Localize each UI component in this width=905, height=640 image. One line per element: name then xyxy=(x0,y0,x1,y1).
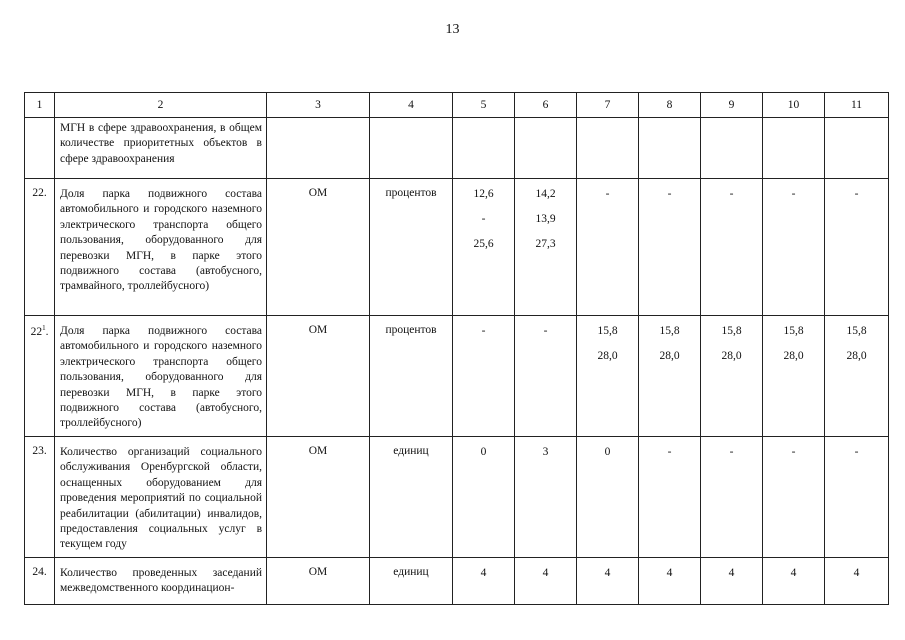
row-number xyxy=(25,118,55,179)
value-cell xyxy=(577,118,639,179)
value-cell xyxy=(825,558,889,605)
value-text: 4 xyxy=(853,567,860,579)
value-cell xyxy=(763,316,825,437)
header-row xyxy=(25,93,889,118)
value-cell xyxy=(453,118,515,179)
row-number-text: 24. xyxy=(32,566,47,578)
value-cell xyxy=(515,437,577,558)
table-row xyxy=(25,316,889,437)
value-text: - xyxy=(605,188,610,200)
row-number xyxy=(25,558,55,605)
row-number-suffix: . xyxy=(45,325,49,338)
value-cell xyxy=(515,316,577,437)
indicator-name: Количество проведенных заседаний межведомственного координацион- xyxy=(55,558,267,605)
value-cell xyxy=(701,316,763,437)
row-number xyxy=(25,179,55,316)
header-cell: 6 xyxy=(515,93,577,118)
value-text: 14,2 xyxy=(535,188,556,200)
indicator-name: Доля парка подвижного состава автомобильного и городского наземного электрического транспорта общего пользования, оборудованного для перевозки МГН, в парке этого подвижного состава (автобусного, троллейбусного) xyxy=(55,316,267,437)
value-text: - xyxy=(854,188,859,200)
value-text: 28,0 xyxy=(659,350,680,362)
value-cell xyxy=(577,179,639,316)
indicator-name: МГН в сфере здравоохранения, в общем количестве приоритетных объектов в сфере здравоохранения xyxy=(55,118,267,179)
value-text: 3 xyxy=(542,446,549,458)
row-number xyxy=(25,437,55,558)
table-row xyxy=(25,179,889,316)
value-cell xyxy=(701,118,763,179)
value-cell xyxy=(453,179,515,316)
value-text: 15,8 xyxy=(783,325,804,337)
value-cell xyxy=(639,179,701,316)
value-text: - xyxy=(543,325,548,337)
header-cell: 5 xyxy=(453,93,515,118)
value-text: 4 xyxy=(542,567,549,579)
value-cell xyxy=(515,179,577,316)
unit-of-measure xyxy=(370,118,453,179)
value-text: - xyxy=(791,188,796,200)
value-text: - xyxy=(729,188,734,200)
value-cell xyxy=(825,437,889,558)
value-text: - xyxy=(667,446,672,458)
table-row xyxy=(25,437,889,558)
table-row xyxy=(25,118,889,179)
value-text: 28,0 xyxy=(597,350,618,362)
value-cell xyxy=(763,118,825,179)
value-cell xyxy=(825,316,889,437)
value-text: 4 xyxy=(728,567,735,579)
row-number-text: 23. xyxy=(32,445,47,457)
value-text: 4 xyxy=(790,567,797,579)
value-cell xyxy=(453,437,515,558)
indicator-name: Доля парка подвижного состава автомобильного и городского наземного электрического транспорта общего пользования, оборудованного для перевозки МГН, в парке этого подвижного состава (автобусного, трамвайного, троллейбусного) xyxy=(55,179,267,316)
value-text: 28,0 xyxy=(721,350,742,362)
unit-of-measure: единиц xyxy=(370,437,453,558)
value-cell xyxy=(763,558,825,605)
value-cell xyxy=(639,118,701,179)
value-text: 15,8 xyxy=(659,325,680,337)
value-text: 28,0 xyxy=(846,350,867,362)
value-text: 27,3 xyxy=(535,238,556,250)
value-text: - xyxy=(481,213,486,225)
value-text: - xyxy=(854,446,859,458)
value-text: 4 xyxy=(480,567,487,579)
value-cell xyxy=(577,437,639,558)
header-cell: 4 xyxy=(370,93,453,118)
header-cell: 3 xyxy=(267,93,370,118)
value-cell xyxy=(453,316,515,437)
value-text: - xyxy=(667,188,672,200)
value-cell xyxy=(825,179,889,316)
value-text: - xyxy=(791,446,796,458)
value-cell xyxy=(453,558,515,605)
value-text: 15,8 xyxy=(846,325,867,337)
value-cell xyxy=(515,558,577,605)
value-cell xyxy=(763,179,825,316)
indicator-type: ОМ xyxy=(267,179,370,316)
page-number: 13 xyxy=(445,22,460,37)
value-cell xyxy=(515,118,577,179)
value-cell xyxy=(577,316,639,437)
value-text: 0 xyxy=(480,446,487,458)
value-text: 15,8 xyxy=(721,325,742,337)
value-text: 25,6 xyxy=(473,238,494,250)
header-cell: 10 xyxy=(763,93,825,118)
unit-of-measure: единиц xyxy=(370,558,453,605)
indicator-name: Количество организаций социального обслуживания Оренбургской области, оснащенных оборудованием для проведения мероприятий по социальной реабилитации (абилитации) инвалидов, предоставления социальных услуг в текущем году xyxy=(55,437,267,558)
value-text: 15,8 xyxy=(597,325,618,337)
unit-of-measure: процентов xyxy=(370,179,453,316)
value-text: 4 xyxy=(604,567,611,579)
row-number-text: 22 xyxy=(30,325,43,338)
value-text: 28,0 xyxy=(783,350,804,362)
header-cell: 11 xyxy=(825,93,889,118)
row-number-superscript: 1 xyxy=(42,324,46,332)
value-cell xyxy=(639,558,701,605)
header-cell: 7 xyxy=(577,93,639,118)
value-cell xyxy=(701,558,763,605)
indicator-type: ОМ xyxy=(267,316,370,437)
header-cell: 8 xyxy=(639,93,701,118)
value-cell xyxy=(639,316,701,437)
value-text: - xyxy=(481,325,486,337)
value-text: - xyxy=(729,446,734,458)
value-cell xyxy=(701,179,763,316)
header-cell: 2 xyxy=(55,93,267,118)
indicator-type xyxy=(267,118,370,179)
row-number-text: 22. xyxy=(32,187,47,199)
row-number xyxy=(25,316,55,437)
value-cell xyxy=(701,437,763,558)
value-text: 4 xyxy=(666,567,673,579)
value-cell xyxy=(825,118,889,179)
table-row xyxy=(25,558,889,605)
header-cell: 1 xyxy=(25,93,55,118)
unit-of-measure: процентов xyxy=(370,316,453,437)
value-cell xyxy=(577,558,639,605)
value-text: 12,6 xyxy=(473,188,494,200)
indicator-type: ОМ xyxy=(267,558,370,605)
value-cell xyxy=(763,437,825,558)
value-text: 13,9 xyxy=(535,213,556,225)
value-cell xyxy=(639,437,701,558)
header-cell: 9 xyxy=(701,93,763,118)
indicators-table xyxy=(24,92,889,605)
indicator-type: ОМ xyxy=(267,437,370,558)
value-text: 0 xyxy=(604,446,611,458)
